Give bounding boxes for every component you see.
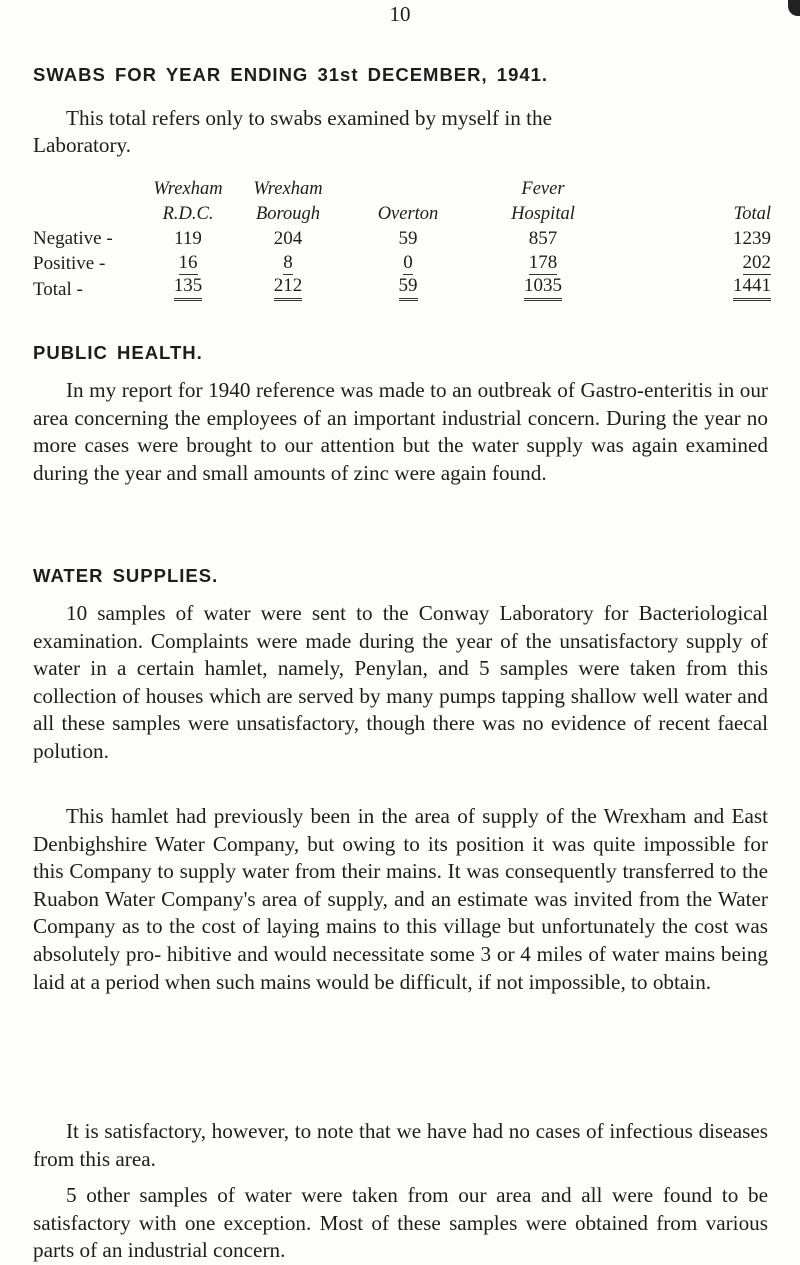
cell-overton: 59 — [399, 275, 418, 301]
cell-fever: 857 — [528, 228, 558, 249]
col-header-wrexham-borough-1: Wrexham — [253, 179, 323, 199]
water-supplies-paragraph-3: It is satisfactory, however, to note that we have had no cases of infectious diseases from this area. — [33, 1119, 768, 1171]
table-row-total — [33, 275, 773, 301]
cell-fever: 178 — [528, 252, 558, 273]
table-row-positive — [33, 250, 773, 275]
swabs-intro-line2: Laboratory. — [33, 133, 132, 157]
cell-borough: 204 — [273, 228, 303, 249]
water-supplies-heading: WATER SUPPLIES. — [33, 565, 219, 586]
cell-total: 1239 — [733, 228, 771, 249]
water-supplies-paragraph-2: This hamlet had previously been in the area of supply of the Wrexham and East Denbighshire Water Company, but owing to its position it was quite impossible for this Company to supply water from their mains. It was consequently transferred to the Ruabon Water Company's area of supply, and an estimate was invited from the Water Company as to the cost of laying mains to this village but unfortunately the cost was absolutely pro- hibitive and would necessitate some 3 or 4 miles of water mains being laid at a period when such mains would be difficult, if not impossible, to obtain. — [33, 804, 768, 994]
cell-overton: 59 — [398, 228, 418, 249]
cell-total: 202 — [742, 252, 771, 273]
swabs-heading: SWABS FOR YEAR ENDING 31st DECEMBER, 1941. — [33, 64, 549, 85]
cell-rdc: 135 — [174, 275, 203, 301]
row-label: Total - — [33, 279, 83, 300]
col-header-fever-hospital-1: Fever — [521, 179, 565, 199]
col-header-overton: Overton — [377, 204, 439, 224]
cell-fever: 1035 — [524, 275, 562, 301]
table-header-row-1 — [33, 175, 773, 200]
table-header-row-2 — [33, 200, 773, 225]
cell-borough: 212 — [274, 275, 303, 301]
col-header-total: Total — [733, 204, 771, 224]
cell-total: 1441 — [733, 275, 771, 301]
water-supplies-paragraph-1: 10 samples of water were sent to the Conway Laboratory for Bacteriological examination. Complaints were made during the year of the unsatisfactory supply of water in a certain hamlet, namely, Penylan, and 5 samples were taken from this collection of houses which are served by many pumps tapping shallow well water and all these samples were unsatisfactory, though there was no evidence of recent faecal polution. — [33, 601, 768, 763]
swabs-table — [33, 175, 773, 301]
row-label: Negative - — [33, 228, 113, 249]
table-row-negative — [33, 225, 773, 250]
public-health-paragraph: In my report for 1940 reference was made to an outbreak of Gastro-enteritis in our area concerning the employees of an important industrial concern. During the year no more cases were brought to our attention but the water supply was again examined during the year and small amounts of zinc were again found. — [33, 378, 768, 485]
col-header-fever-hospital-2: Hospital — [511, 204, 575, 224]
col-header-wrexham-borough-2: Borough — [255, 204, 321, 224]
cell-overton: 0 — [403, 252, 413, 273]
page-number: 10 — [389, 2, 411, 26]
public-health-heading: PUBLIC HEALTH. — [33, 342, 203, 363]
water-supplies-paragraph-4: 5 other samples of water were taken from our area and all were found to be satisfactory with one exception. Most of these samples were obtained from various parts of an industrial concern. — [33, 1183, 768, 1263]
cell-rdc: 16 — [178, 252, 198, 273]
col-header-wrexham-rdc-1: Wrexham — [153, 179, 223, 199]
row-label: Positive - — [33, 253, 106, 274]
cell-rdc: 119 — [174, 228, 202, 249]
swabs-intro-line1: This total refers only to swabs examined by myself in the — [66, 106, 553, 130]
col-header-wrexham-rdc-2: R.D.C. — [162, 204, 214, 224]
cell-borough: 8 — [283, 252, 293, 273]
